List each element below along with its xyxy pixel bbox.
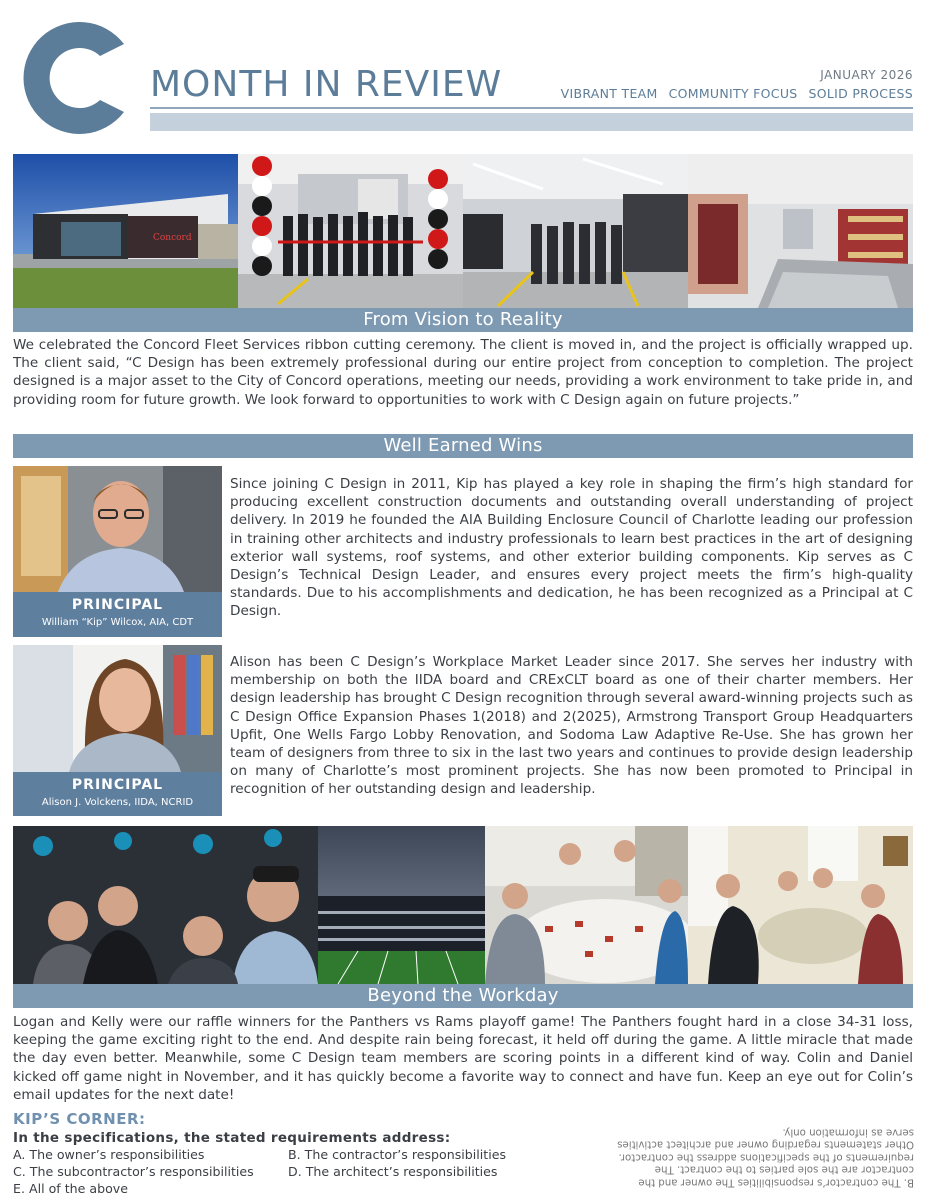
photo-stadium-selfie bbox=[13, 826, 318, 984]
profile-name: Alison J. Volckens, IIDA, NCRID bbox=[41, 797, 194, 808]
quiz-option-b: B. The contractor’s responsibilities bbox=[288, 1147, 507, 1162]
photo-ribbon-cutting bbox=[238, 154, 463, 308]
quiz-answer-upside-down: B. The contractor’s responsibilities The owner and the contractor are the sole parties to the contract. The requirements of the specifications address the contractor. Other statements regarding owner and architect activities serve as information only. bbox=[617, 1126, 914, 1188]
tagline-item: SOLID PROCESS bbox=[808, 86, 913, 101]
section-heading-vision: From Vision to Reality bbox=[13, 308, 913, 332]
caption-kip-wilcox bbox=[13, 592, 222, 637]
quiz-option-c: C. The subcontractor’s responsibilities bbox=[13, 1164, 254, 1179]
newsletter-title: MONTH IN REVIEW bbox=[150, 64, 503, 105]
section-heading-wins: Well Earned Wins bbox=[13, 434, 913, 458]
section-body-vision: We celebrated the Concord Fleet Services ribbon cutting ceremony. The client is moved in, and the project is officially wrapped up. The client said, “C Design has been extremely professional during our entire project from conception to completion. The project designed is a major asset to the City of Concord operations, meeting our needs, providing a work environment to take pride in, and providing room for future growth. We look forward to opportunities to work with C Design again on future projects.” bbox=[13, 337, 913, 408]
photo-stadium-field bbox=[318, 826, 485, 984]
profile-role: PRINCIPAL bbox=[71, 777, 164, 793]
photo-game-night-2 bbox=[688, 826, 913, 984]
header-rule bbox=[150, 107, 913, 109]
quiz-option-e: E. All of the above bbox=[13, 1181, 129, 1196]
photo-building-exterior bbox=[13, 154, 238, 308]
company-logo bbox=[12, 14, 132, 142]
profile-role: PRINCIPAL bbox=[71, 597, 164, 613]
tagline bbox=[561, 86, 913, 101]
issue-date: JANUARY 2026 bbox=[820, 68, 913, 82]
portrait-kip-wilcox bbox=[13, 466, 222, 592]
tagline-item: COMMUNITY FOCUS bbox=[668, 86, 798, 101]
section-heading-workday: Beyond the Workday bbox=[13, 984, 913, 1008]
portrait-alison-volckens bbox=[13, 645, 222, 772]
bio-alison-volckens: Alison has been C Design’s Workplace Market Leader since 2017. She serves her industry with membership on both the IIDA board and CRExCLT board as one of their charter members. Her design leadership has brought C Design recognition through several award-winning projects such as C Design Office Expansion Phases 1(2018) and 2(2025), Armstrong Transport Group Headquarters Upfit, One Wells Fargo Lobby Renovation, and Sodoma Law Adaptive Re-Use. She has grown her team of designers from three to six in the last two years and continues to provide design leadership on many of Charlotte’s most prominent projects. She has now been promoted to Principal in recognition of her outstanding design and leadership. bbox=[230, 654, 913, 798]
quiz-option-a: A. The owner’s responsibilities bbox=[13, 1147, 205, 1162]
header-band bbox=[150, 113, 913, 131]
profile-name: William “Kip” Wilcox, AIA, CDT bbox=[41, 617, 194, 628]
photo-game-night-1 bbox=[485, 826, 688, 984]
quiz-question: In the specifications, the stated requirements address: bbox=[13, 1130, 451, 1146]
photo-team-in-shop bbox=[463, 154, 688, 308]
bio-kip-wilcox: Since joining C Design in 2011, Kip has played a key role in shaping the firm’s high standard for producing excellent construction documents and outstanding overall understanding of project delivery. In 2019 he founded the AIA Building Enclosure Council of Charlotte leading our profession in training other architects and industry professionals to learn best practices in the art of designing exterior wall systems, roof systems, and other exterior building components. Kip serves as C Design’s Technical Design Leader, and ensures every project meets the firm’s high-quality standards. Due to his accomplishments and dedication, he has been recognized as a Principal at C Design. bbox=[230, 476, 913, 620]
photo-parts-room bbox=[688, 154, 913, 308]
quiz-option-d: D. The architect’s responsibilities bbox=[288, 1164, 498, 1179]
caption-alison-volckens bbox=[13, 772, 222, 816]
tagline-item: VIBRANT TEAM bbox=[560, 86, 658, 101]
svg-text:Concord: Concord bbox=[153, 233, 192, 243]
kips-corner-title: KIP’S CORNER: bbox=[13, 1110, 146, 1128]
section-body-workday: Logan and Kelly were our raffle winners for the Panthers vs Rams playoff game! The Panthers fought hard in a close 34-31 loss, keeping the game exciting right to the end. And despite rain being forecast, it held off during the game. A little miracle that made the day even better. Meanwhile, some C Design team members are scoring points in a different kind of way. Colin and Daniel kicked off game night in November, and it has quickly become a favorite way to connect and have fun. Keep an eye out for Colin’s email updates for the next date! bbox=[13, 1014, 913, 1103]
